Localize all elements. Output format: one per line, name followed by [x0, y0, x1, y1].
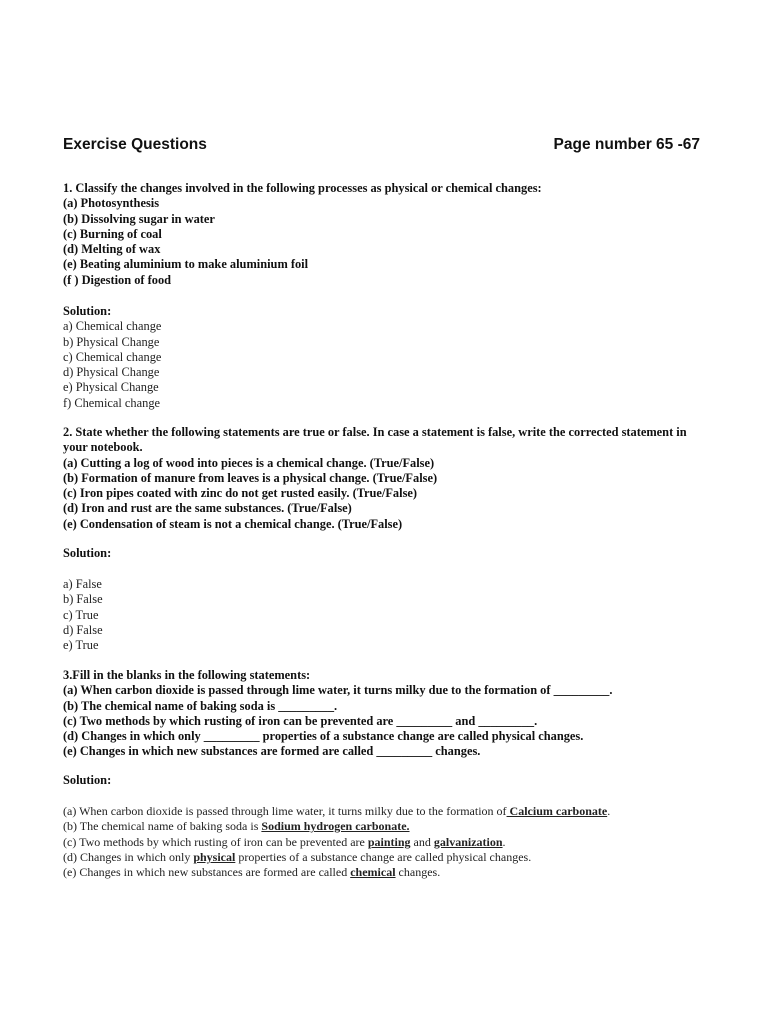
solution-2-answer: e) True: [63, 638, 99, 653]
solution-3-answer-a: [63, 804, 723, 819]
question-3-text: 3.Fill in the blanks in the following statements:: [63, 668, 311, 682]
question-3-block: [63, 668, 723, 760]
question-3-item: (d) Changes in which only _________ properties of a substance change are called physical changes.: [63, 729, 584, 744]
solution-3-answer-c: [63, 835, 723, 850]
page-header: [63, 136, 700, 154]
solution-3-label: Solution:: [63, 773, 112, 787]
answer-text: and: [410, 834, 434, 849]
question-1-block: [63, 181, 723, 288]
solution-1-answer: f) Chemical change: [63, 395, 161, 410]
solution-2-label: Solution:: [63, 546, 112, 560]
question-2-item: (b) Formation of manure from leaves is a physical change. (True/False): [63, 470, 438, 485]
solution-3-answer-e: [63, 865, 723, 880]
answer-fill: Calcium carbonate: [506, 804, 608, 818]
answer-text: (e) Changes in which new substances are formed are called: [63, 865, 351, 880]
answer-text: (b) The chemical name of baking soda is: [63, 819, 262, 834]
solution-3-answer-b: [63, 819, 723, 834]
solution-2-answer: d) False: [63, 622, 103, 637]
solution-2-block: [63, 577, 723, 653]
solution-1-label: Solution:: [63, 304, 112, 318]
answer-fill: Sodium hydrogen carbonate.: [261, 819, 410, 834]
question-1-item: (f ) Digestion of food: [63, 272, 172, 287]
solution-2-label-block: [63, 546, 723, 561]
question-1-item: (a) Photosynthesis: [63, 196, 160, 211]
question-1-item: (b) Dissolving sugar in water: [63, 211, 215, 226]
question-1-text: 1. Classify the changes involved in the following processes as physical or chemical changes:: [63, 181, 542, 195]
question-2-item: (e) Condensation of steam is not a chemical change. (True/False): [63, 516, 403, 531]
question-3-item: (b) The chemical name of baking soda is _________.: [63, 698, 338, 713]
solution-1-answer: b) Physical Change: [63, 334, 160, 349]
answer-text: changes.: [395, 865, 441, 880]
solution-2-answer: b) False: [63, 592, 103, 607]
answer-text: .: [502, 834, 506, 849]
answer-fill: physical: [193, 849, 236, 864]
solution-2-answer: c) True: [63, 607, 99, 622]
answer-text: properties of a substance change are called physical changes.: [235, 849, 532, 864]
solution-1-block: [63, 304, 723, 411]
question-2-block: [63, 425, 703, 532]
question-3-item: (c) Two methods by which rusting of iron can be prevented are _________ and _________.: [63, 713, 538, 728]
exercise-title: Exercise Questions: [63, 136, 207, 153]
answer-text: (d) Changes in which only: [63, 849, 194, 864]
question-3-item: (a) When carbon dioxide is passed through lime water, it turns milky due to the formation of _________.: [63, 683, 613, 698]
answer-text: (c) Two methods by which rusting of iron can be prevented are: [63, 834, 368, 849]
question-1-item: (e) Beating aluminium to make aluminium foil: [63, 257, 309, 272]
answer-text: (a) When carbon dioxide is passed through lime water, it turns milky due to the formation of: [63, 804, 507, 818]
solution-3-answer-d: [63, 850, 723, 865]
solution-1-answer: c) Chemical change: [63, 349, 162, 364]
answer-fill: galvanization: [433, 834, 503, 849]
solution-2-answer: a) False: [63, 577, 102, 591]
solution-3-block: [63, 804, 723, 880]
solution-1-answer: e) Physical Change: [63, 380, 159, 395]
question-1-item: (d) Melting of wax: [63, 242, 161, 257]
solution-1-answer: d) Physical Change: [63, 365, 160, 380]
question-2-item: (c) Iron pipes coated with zinc do not get rusted easily. (True/False): [63, 486, 418, 501]
question-2-item: (d) Iron and rust are the same substances. (True/False): [63, 501, 352, 516]
solution-3-label-block: [63, 773, 723, 788]
solution-1-answer: a) Chemical change: [63, 319, 162, 334]
question-3-item: (e) Changes in which new substances are formed are called _________ changes.: [63, 744, 481, 759]
question-1-item: (c) Burning of coal: [63, 226, 162, 241]
question-2-item: (a) Cutting a log of wood into pieces is a chemical change. (True/False): [63, 455, 435, 470]
page-reference: Page number 65 -67: [553, 136, 700, 153]
answer-fill: painting: [367, 834, 411, 849]
answer-fill: chemical: [350, 865, 396, 880]
answer-text: .: [607, 804, 611, 818]
question-2-text: 2. State whether the following statements are true or false. In case a statement is false, write the corrected statement in your notebook.: [63, 425, 687, 455]
